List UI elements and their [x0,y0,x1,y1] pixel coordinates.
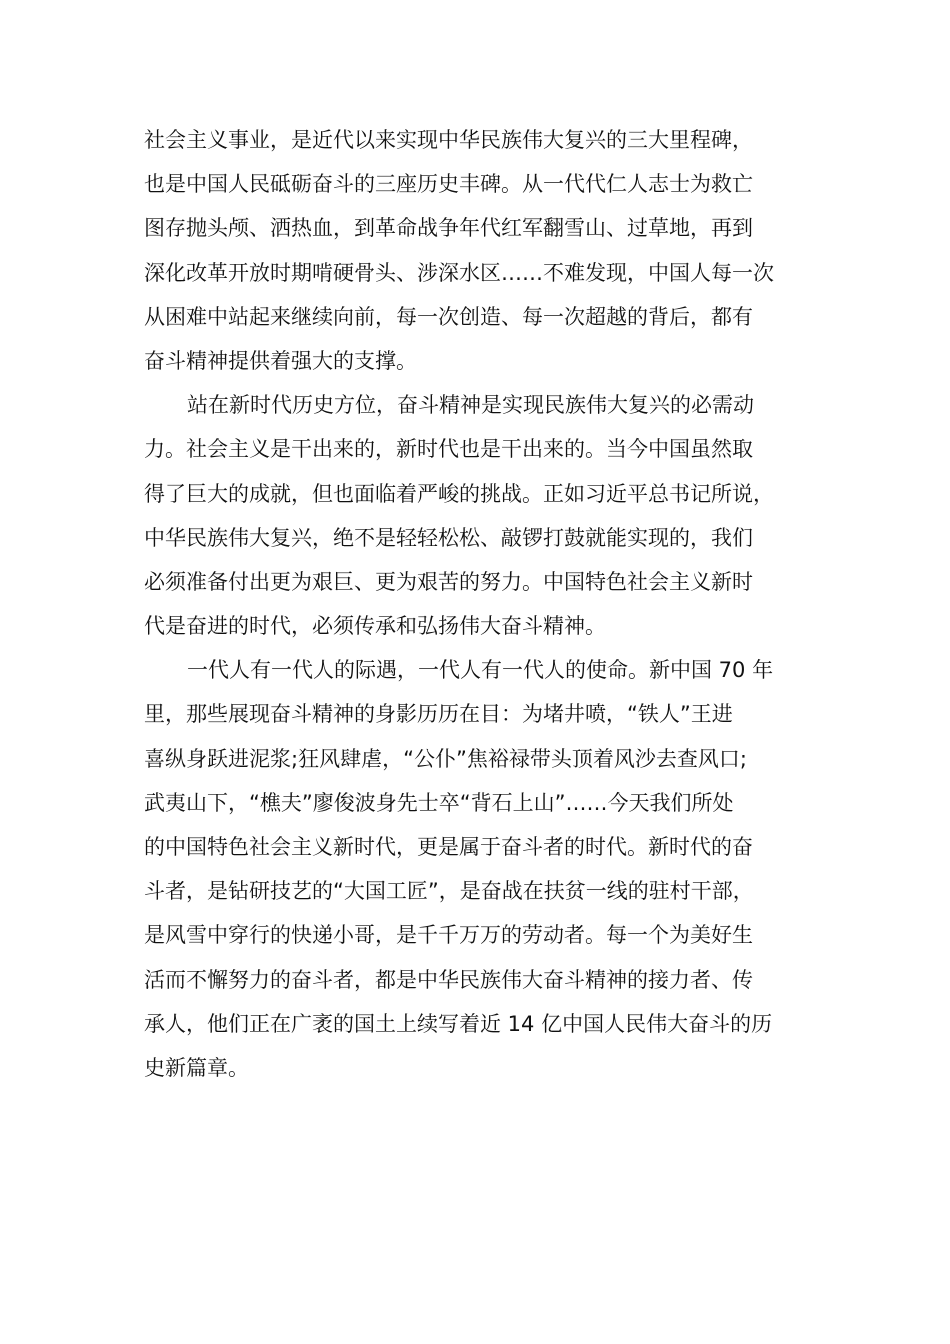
text-line: 也是中国人民砥砺奋斗的三座历史丰碑。从一代代仁人志士为救亡 [144,172,753,197]
text-line: 中华民族伟大复兴，绝不是轻轻松松、敲锣打鼓就能实现的，我们 [144,525,753,550]
text-line: 承人，他们正在广袤的国土上续写着近 14 亿中国人民伟大奋斗的历 [144,1011,773,1036]
text-line: 的中国特色社会主义新时代，更是属于奋斗者的时代。新时代的奋 [144,835,753,859]
body-text [144,118,820,1090]
text-line: 史新篇章。 [144,1055,249,1080]
text-line: 力。社会主义是干出来的，新时代也是干出来的。当今中国虽然取 [144,437,753,462]
text-line: 深化改革开放时期啃硬骨头、涉深水区……不难发现，中国人每一次 [144,260,774,285]
text-line: 喜纵身跃进泥浆;狂风肆虐，“公仆”焦裕禄带头顶着风沙去查风口; [144,746,747,771]
text-line: 武夷山下，“樵夫”廖俊波身先士卒“背石上山”……今天我们所处 [144,790,734,815]
paragraph-start-line: 站在新时代历史方位，奋斗精神是实现民族伟大复兴的必需动 [187,393,754,418]
text-line: 斗者，是钻研技艺的“大国工匠”，是奋战在扶贫一线的驻村干部， [144,879,754,904]
text-line: 是风雪中穿行的快递小哥，是千千万万的劳动者。每一个为美好生 [144,923,753,948]
text-line: 社会主义事业，是近代以来实现中华民族伟大复兴的三大里程碑， [144,128,753,152]
text-line: 活而不懈努力的奋斗者，都是中华民族伟大奋斗精神的接力者、传 [144,967,753,992]
text-line: 图存抛头颅、洒热血，到革命战争年代红军翻雪山、过草地，再到 [144,216,753,241]
text-line: 奋斗精神提供着强大的支撑。 [144,348,417,373]
text-line: 得了巨大的成就，但也面临着严峻的挑战。正如习近平总书记所说， [144,481,774,506]
text-line: 从困难中站起来继续向前，每一次创造、每一次超越的背后，都有 [144,304,753,329]
text-line: 里，那些展现奋斗精神的身影历历在目：为堵井喷，“铁人”王进 [144,702,733,727]
text-line: 必须准备付出更为艰巨、更为艰苦的努力。中国特色社会主义新时 [144,569,753,594]
text-line: 代是奋进的时代，必须传承和弘扬伟大奋斗精神。 [144,614,606,639]
paragraph-start-line: 一代人有一代人的际遇，一代人有一代人的使命。新中国 70 年 [187,658,774,683]
